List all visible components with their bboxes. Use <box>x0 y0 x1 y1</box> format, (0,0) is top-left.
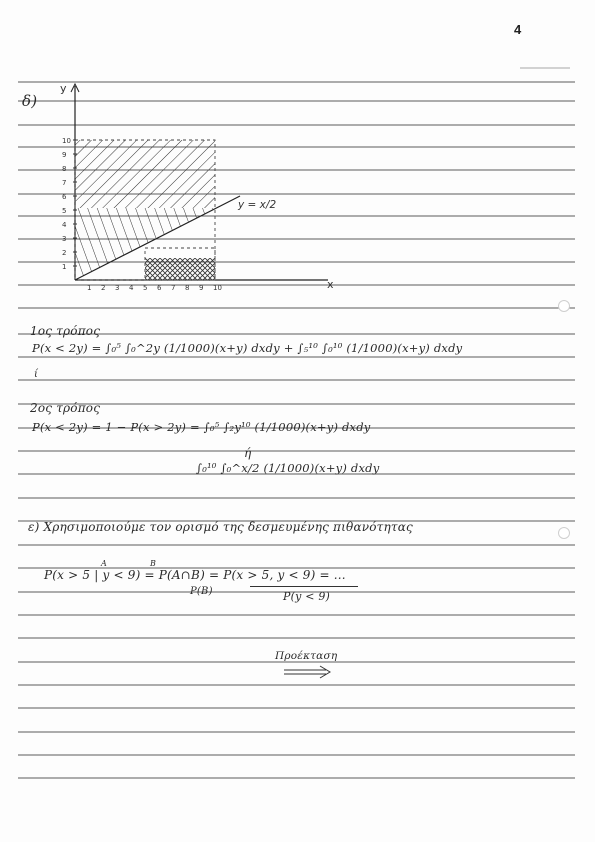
denominator-py: P(y < 9) <box>283 590 331 603</box>
denominator-pb: P(B) <box>190 586 213 597</box>
method1-mark: ί <box>34 369 39 380</box>
y-tick-label: 2 <box>62 249 67 257</box>
method1-formula: P(x < 2y) = ∫₀⁵ ∫₀^2y (1/1000)(x+y) dxdy + ∫₅¹⁰ ∫₀¹⁰ (1/1000)(x+y) dxdy <box>32 341 463 355</box>
event-a-marker: A <box>101 559 107 568</box>
line-label: y = x/2 <box>238 199 277 211</box>
y-tick-label: 4 <box>62 221 67 229</box>
page-number: 4 <box>514 22 522 37</box>
binder-hole <box>558 527 570 539</box>
event-b-marker: B <box>150 559 157 568</box>
y-tick-label: 9 <box>62 151 67 159</box>
part-e-header: ε) Χρησιμοποιούμε τον ορισμό της δεσμευμένης πιθανότητας <box>28 520 413 534</box>
y-tick-label: 3 <box>62 235 67 243</box>
continue-arrow-icon <box>282 665 332 679</box>
part-d-label: δ) <box>22 92 38 110</box>
conditional-formula: P(x > 5 | y < 9) = P(A∩B) = P(x > 5, y < 9) = ... <box>44 568 346 582</box>
x-tick-label: 2 <box>101 284 106 292</box>
x-tick-labels <box>87 284 222 292</box>
y-tick-label: 7 <box>62 179 67 187</box>
region-upper <box>75 140 215 208</box>
x-tick-label: 1 <box>87 284 92 292</box>
y-tick-label: 10 <box>62 137 71 145</box>
binder-hole <box>558 300 570 312</box>
x-tick-label: 5 <box>143 284 148 292</box>
x-tick-label: 10 <box>213 284 222 292</box>
method1-label: 1ος τρόπος <box>30 324 101 338</box>
y-tick-label: 1 <box>62 263 67 271</box>
method2-formula: P(x < 2y) = 1 − P(x > 2y) = ∫₀⁵ ∫₂y¹⁰ (1/1000)(x+y) dxdy <box>32 420 371 434</box>
method2-label: 2ος τρόπος <box>30 401 101 415</box>
method2-alt-formula: ∫₀¹⁰ ∫₀^x/2 (1/1000)(x+y) dxdy <box>196 461 380 475</box>
y-tick-label: 6 <box>62 193 67 201</box>
fraction-bar <box>250 586 358 587</box>
x-tick-label: 7 <box>171 284 176 292</box>
region-x-gt-5 <box>145 258 215 280</box>
y-axis-label: y <box>60 82 67 95</box>
x-tick-label: 8 <box>185 284 190 292</box>
x-axis-label: x <box>327 278 334 291</box>
continued-label: Προέκταση <box>275 650 338 662</box>
x-tick-label: 6 <box>157 284 162 292</box>
x-tick-label: 3 <box>115 284 120 292</box>
x-tick-label: 4 <box>129 284 134 292</box>
method2-or: ή <box>244 446 252 460</box>
region-sketch <box>40 78 340 298</box>
x-tick-label: 9 <box>199 284 204 292</box>
y-tick-label: 5 <box>62 207 67 215</box>
y-tick-label: 8 <box>62 165 67 173</box>
